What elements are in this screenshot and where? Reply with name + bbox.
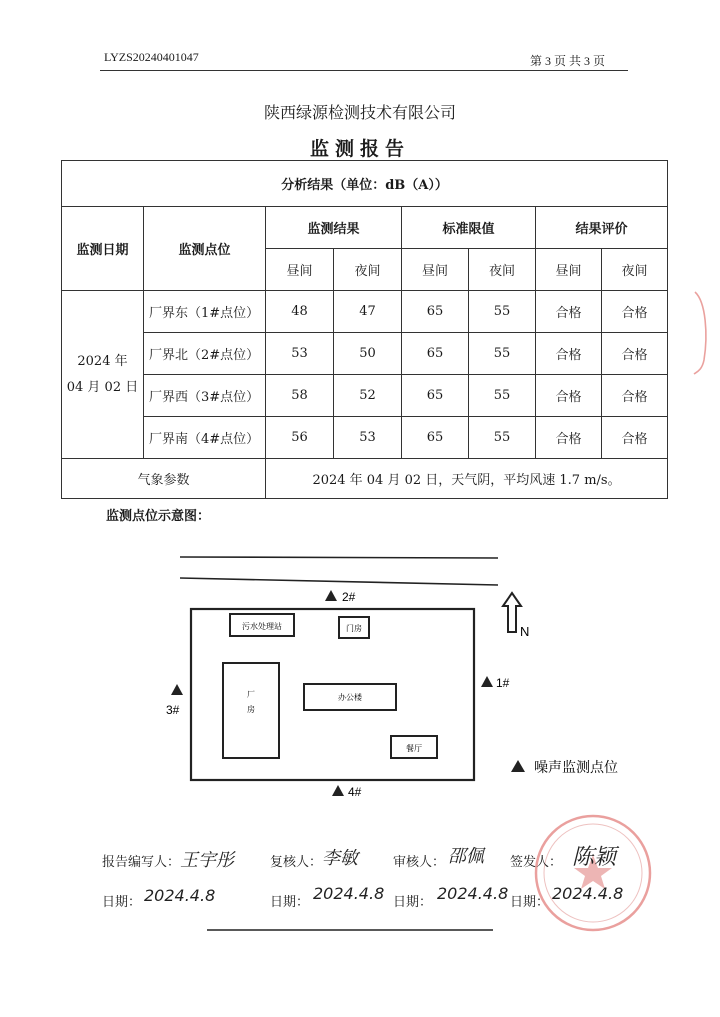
date-value-3: 2024.4.8 [437,884,509,903]
company-name: 陕西绿源检测技术有限公司 [263,103,456,122]
sewage-station-label: 污水处理站 [242,622,282,631]
row-night: 47 [334,291,402,333]
row-eval-day: 合格 [536,375,602,417]
date-label-2: 日期： [270,895,310,910]
row-limit-night: 55 [469,291,536,333]
issuer-signature: 陈颖 [572,845,617,870]
document-id: LYZS20240401047 [104,50,199,64]
row-limit-day: 65 [402,291,469,333]
header-eval-night: 夜间 [602,249,668,291]
writer-signature: 王宇彤 [180,850,234,871]
point-3-label: 3# [166,703,180,717]
row-limit-night: 55 [469,375,536,417]
auditor-label: 审核人： [393,855,446,870]
header-result-day: 昼间 [266,249,334,291]
road-line [180,578,498,585]
issuer-label: 签发人： [510,855,563,870]
gate-house-label: 门房 [346,624,362,633]
row-eval-day: 合格 [536,291,602,333]
header-eval: 结果评价 [536,207,668,249]
edge-stamp-mark [694,292,706,374]
legend-marker-icon [511,760,525,772]
point-2-label: 2# [342,590,356,604]
date-label-4: 日期： [510,895,550,910]
diagram-label: 监测点位示意图： [106,509,211,524]
row-day: 48 [266,291,334,333]
writer-label: 报告编写人： [102,855,181,870]
office-label: 办公楼 [338,693,362,702]
factory-label-2: 房 [247,705,255,714]
header-eval-day: 昼间 [536,249,602,291]
site-boundary [191,609,474,780]
header-limit-day: 昼间 [402,249,469,291]
row-eval-night: 合格 [602,333,668,375]
row-eval-day: 合格 [536,417,602,459]
point-1-label: 1# [496,676,510,690]
header-result: 监测结果 [266,207,402,249]
report-title: 监测报告 [309,138,410,160]
row-point: 厂界南（4#点位） [144,417,266,459]
row-point: 厂界东（1#点位） [144,291,266,333]
north-arrow-icon [503,593,521,632]
reviewer-label: 复核人： [270,855,323,870]
auditor-signature: 邵佩 [448,846,484,867]
row-day: 53 [266,333,334,375]
north-label: N [520,624,530,639]
row-limit-day: 65 [402,333,469,375]
date-value-4: 2024.4.8 [552,884,624,903]
row-day: 58 [266,375,334,417]
row-point: 厂界北（2#点位） [144,333,266,375]
factory-label-1: 厂 [247,690,255,699]
row-eval-day: 合格 [536,333,602,375]
table-caption: 分析结果（单位：dB（A）） [62,161,668,207]
date-label-1: 日期： [102,895,142,910]
road-line [180,557,498,558]
weather-label: 气象参数 [62,459,266,499]
header-limit: 标准限值 [402,207,536,249]
header-point: 监测点位 [144,207,266,291]
canteen-label: 餐厅 [406,744,422,753]
row-limit-night: 55 [469,333,536,375]
date-value-1: 2024.4.8 [144,886,216,905]
monitor-date-year: 2024 年 [77,353,128,369]
row-day: 56 [266,417,334,459]
row-night: 52 [334,375,402,417]
header-date: 监测日期 [62,207,144,291]
row-night: 53 [334,417,402,459]
reviewer-signature: 李敏 [322,848,358,869]
header-result-night: 夜间 [334,249,402,291]
row-limit-day: 65 [402,375,469,417]
row-night: 50 [334,333,402,375]
header-limit-night: 夜间 [469,249,536,291]
page-number: 第 3 页 共 3 页 [530,54,606,68]
date-label-3: 日期： [393,895,433,910]
row-limit-night: 55 [469,417,536,459]
point-1-marker [481,676,493,687]
company-seal [536,816,650,930]
row-limit-day: 65 [402,417,469,459]
point-2-marker [325,590,337,601]
weather-value: 2024 年 04 月 02 日，天气阴，平均风速 1.7 m/s。 [266,459,668,499]
date-value-2: 2024.4.8 [313,884,385,903]
point-4-marker [332,785,344,796]
row-point: 厂界西（3#点位） [144,375,266,417]
legend-label: 噪声监测点位 [534,760,618,776]
row-eval-night: 合格 [602,375,668,417]
row-eval-night: 合格 [602,291,668,333]
monitor-date-day: 04 月 02 日 [66,379,139,395]
point-4-label: 4# [348,785,362,799]
point-3-marker [171,684,183,695]
row-eval-night: 合格 [602,417,668,459]
